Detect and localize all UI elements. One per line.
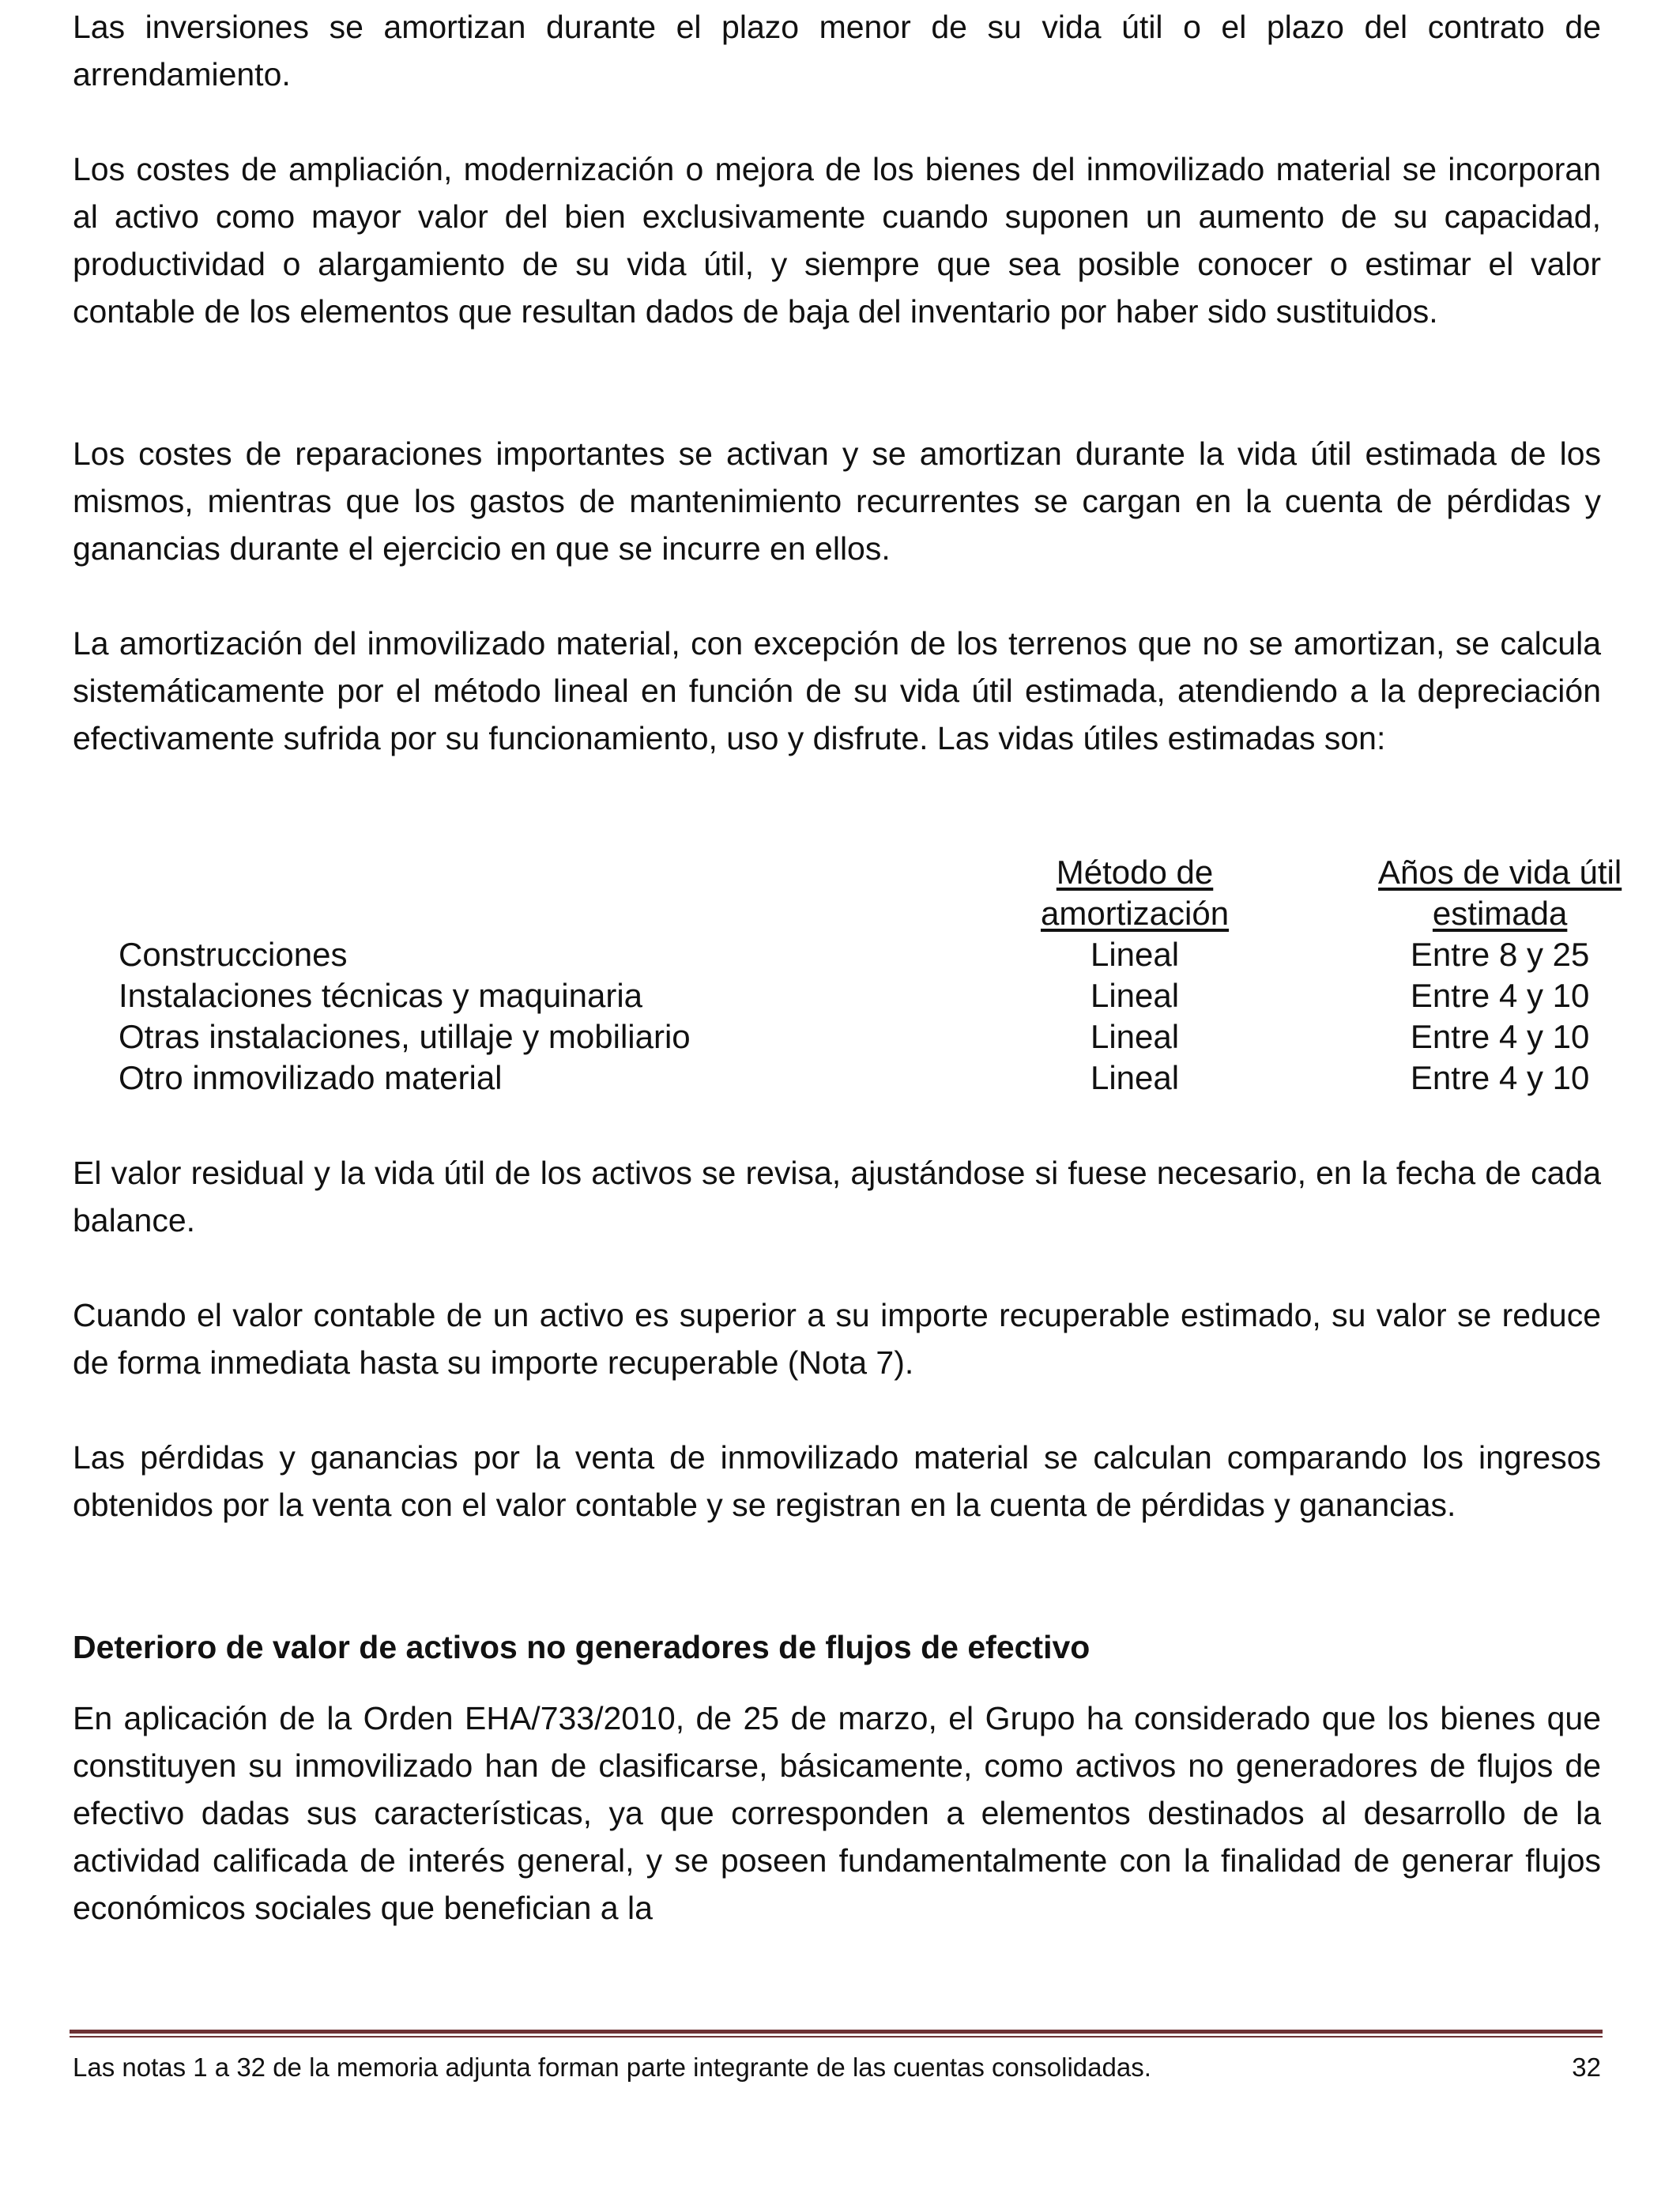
table-row (119, 975, 1680, 1016)
amortization-method: Lineal (1090, 936, 1180, 973)
paragraph-orden-eha: En aplicación de la Orden EHA/733/2010, de 25 de marzo, el Grupo ha considerado que los bienes que constituyen su inmovilizado han de clasificarse, básicamente, como activos no generadores de flujos de efectivo dadas sus características, ya que corresponden a elementos destinados al desarrollo de la actividad calificada de interés general, y se poseen fundamentalmente con la finalidad de generar flujos económicos sociales que benefician a la (73, 1700, 1601, 1926)
useful-life-years: Entre 8 y 25 (1410, 936, 1590, 973)
paragraph-perdidas-ganancias: Las pérdidas y ganancias por la venta de inmovilizado material se calculan comparando los ingresos obtenidos por la venta con el valor contable y se registran en la cuenta de pérdidas y ganancias. (73, 1439, 1601, 1523)
footer-rule-thin (70, 2036, 1603, 2038)
paragraph-amortizacion: La amortización del inmovilizado material, con excepción de los terrenos que no se amortizan, se calcula sistemáticamente por el método lineal en función de su vida útil estimada, atendiendo a la depreciación efectivamente sufrida por su funcionamiento, uso y disfrute. Las vidas útiles estimadas son: (73, 625, 1601, 756)
paragraph-costes-reparaciones: Los costes de reparaciones importantes se activan y se amortizan durante la vida útil estimada de los mismos, mientras que los gastos de mantenimiento recurrentes se cargan en la cuenta de pérdidas y ganancias durante el ejercicio en que se incurre en ellos. (73, 435, 1601, 567)
table-row (119, 1016, 1680, 1057)
table-row (119, 1057, 1680, 1099)
header-method-line2: amortización (1040, 895, 1230, 932)
footer-rule-thick (70, 2030, 1603, 2034)
asset-name: Instalaciones técnicas y maquinaria (119, 977, 643, 1014)
paragraph-valor-contable: Cuando el valor contable de un activo es superior a su importe recuperable estimado, su valor se reduce de forma inmediata hasta su importe recuperable (Nota 7). (73, 1297, 1601, 1381)
amortization-method: Lineal (1090, 1018, 1180, 1055)
section-heading: Deterioro de valor de activos no generadores de flujos de efectivo (73, 1629, 1090, 1665)
paragraph-inversiones: Las inversiones se amortizan durante el plazo menor de su vida útil o el plazo del contrato de arrendamiento. (73, 9, 1601, 92)
table-header-row (119, 852, 1680, 934)
useful-life-years: Entre 4 y 10 (1410, 1059, 1590, 1096)
asset-name: Construcciones (119, 936, 348, 973)
asset-name: Otro inmovilizado material (119, 1059, 503, 1096)
useful-life-table (119, 852, 1680, 1099)
useful-life-years: Entre 4 y 10 (1410, 1018, 1590, 1055)
header-empty-cell (119, 852, 950, 934)
page-number: 32 (1572, 2053, 1601, 2082)
paragraph-costes-ampliacion: Los costes de ampliación, modernización o mejora de los bienes del inmovilizado material se incorporan al activo como mayor valor del bien exclusivamente cuando suponen un aumento de su capacidad, productividad o alargamiento de su vida útil, y siempre que sea posible conocer o estimar el valor contable de los elementos que resultan dados de baja del inventario por haber sido sustituidos. (73, 151, 1601, 330)
table-row (119, 934, 1680, 975)
paragraph-valor-residual: El valor residual y la vida útil de los activos se revisa, ajustándose si fuese necesario, en la fecha de cada balance. (73, 1155, 1601, 1238)
header-method (950, 852, 1320, 934)
header-years-line1: Años de vida útil (1378, 854, 1622, 891)
header-years-line2: estimada (1432, 895, 1568, 932)
footer-note: Las notas 1 a 32 de la memoria adjunta forman parte integrante de las cuentas consolidadas. (73, 2053, 1151, 2082)
amortization-method: Lineal (1090, 1059, 1180, 1096)
asset-name: Otras instalaciones, utillaje y mobiliario (119, 1018, 691, 1055)
useful-life-years: Entre 4 y 10 (1410, 977, 1590, 1014)
header-method-line1: Método de (1056, 854, 1214, 891)
amortization-method: Lineal (1090, 977, 1180, 1014)
header-years (1320, 852, 1680, 934)
